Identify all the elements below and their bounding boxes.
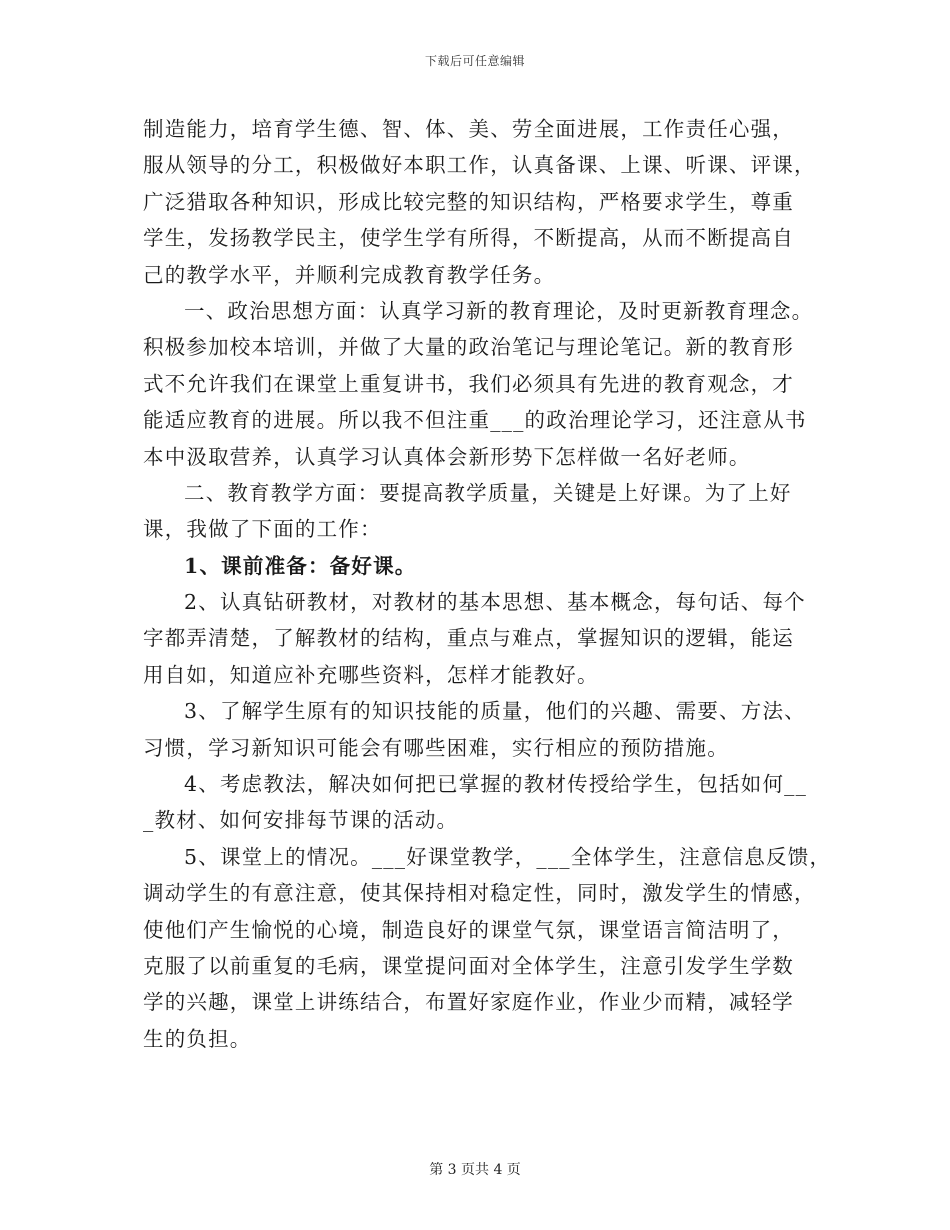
text-line: 用自如，知道应补充哪些资料，怎样才能教好。 bbox=[143, 662, 599, 687]
text-line: 学生，发扬教学民主，使学生学有所得，不断提高，从而不断提高自 bbox=[143, 226, 794, 251]
text-line: 能适应教育的进展。所以我不但注重___的政治理论学习，还注意从书 bbox=[143, 408, 807, 433]
text-line: 调动学生的有意注意，使其保持相对稳定性，同时，激发学生的情感， bbox=[143, 881, 816, 906]
page-footer: 第 3 页共 4 页 bbox=[429, 1162, 521, 1178]
text-line: 广泛猎取各种知识，形成比较完整的知识结构，严格要求学生，尊重 bbox=[143, 189, 794, 214]
text-line: 2、认真钻研教材，对教材的基本思想、基本概念，每句话、每个 bbox=[184, 590, 806, 615]
text-line: 3、了解学生原有的知识技能的质量，他们的兴趣、需要、方法、 bbox=[184, 699, 806, 724]
text-line: 生的负担。 bbox=[143, 1026, 252, 1051]
text-line: 克服了以前重复的毛病，课堂提问面对全体学生，注意引发学生学数 bbox=[143, 953, 794, 978]
text-line: 制造能力，培育学生德、智、体、美、劳全面进展，工作责任心强， bbox=[143, 117, 794, 141]
text-line: 学的兴趣，课堂上讲练结合，布置好家庭作业，作业少而精，减轻学 bbox=[143, 990, 794, 1015]
document-body bbox=[143, 111, 831, 1057]
text-line: 服从领导的分工，积极做好本职工作，认真备课、上课、听课、评课， bbox=[143, 153, 816, 178]
text-line: 己的教学水平，并顺利完成教育教学任务。 bbox=[143, 262, 556, 287]
text-line: 字都弄清楚，了解教材的结构，重点与难点，掌握知识的逻辑，能运 bbox=[143, 626, 794, 651]
text-line: 本中汲取营养，认真学习认真体会新形势下怎样做一名好老师。 bbox=[143, 444, 751, 469]
text-line: 习惯，学习新知识可能会有哪些困难，实行相应的预防措施。 bbox=[143, 735, 729, 760]
page-header: 下载后可任意编辑 bbox=[424, 54, 525, 68]
text-line: 使他们产生愉悦的心境，制造良好的课堂气氛，课堂语言简洁明了， bbox=[143, 917, 794, 942]
text-line: 一、政治思想方面：认真学习新的教育理论，及时更新教育理念。 bbox=[184, 298, 814, 323]
text-line: 课，我做了下面的工作： bbox=[143, 517, 382, 542]
text-line: _教材、如何安排每节课的活动。 bbox=[143, 808, 459, 833]
text-line: 积极参加校本培训，并做了大量的政治笔记与理论笔记。新的教育形 bbox=[143, 335, 794, 360]
text-line: 4、考虑教法，解决如何把已掌握的教材传授给学生，包括如何__ bbox=[184, 772, 808, 797]
text-line: 1、课前准备：备好课。 bbox=[184, 553, 417, 578]
text-line: 式不允许我们在课堂上重复讲书，我们必须具有先进的教育观念，才 bbox=[143, 371, 794, 396]
text-line: 5、课堂上的情况。___好课堂教学，___全体学生，注意信息反馈， bbox=[184, 844, 832, 869]
text-line: 二、教育教学方面：要提高教学质量，关键是上好课。为了上好 bbox=[184, 480, 792, 505]
